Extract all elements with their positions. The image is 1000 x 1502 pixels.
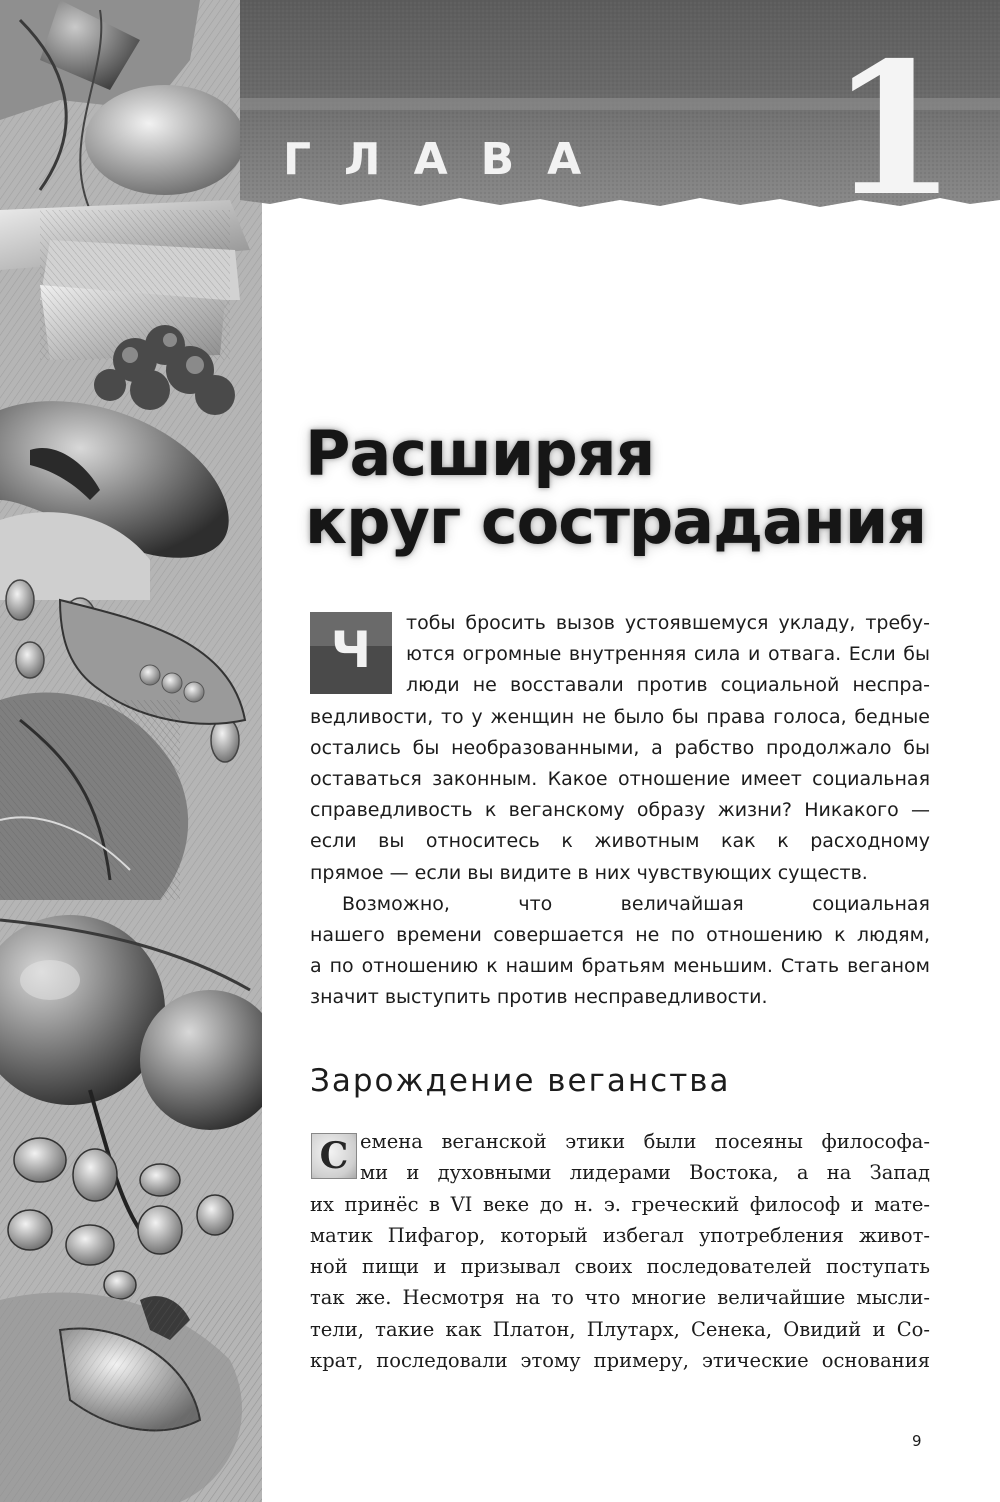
text-line: крат, последовали этому примеру, этические основания bbox=[310, 1349, 930, 1373]
text-line: емена веганской этики были посеяны философа- bbox=[360, 1130, 930, 1153]
chapter-label: ГЛАВА bbox=[283, 134, 615, 185]
text-line: матик Пифагор, который избегал употребления живот- bbox=[310, 1223, 930, 1247]
section-paragraph bbox=[310, 1126, 930, 1376]
vegetable-illustration bbox=[0, 0, 262, 1502]
text-line: справедливость к веганскому образу жизни? Никакого — bbox=[310, 799, 930, 822]
text-line: тобы бросить вызов устоявшемуся укладу, требу- bbox=[406, 612, 930, 634]
intro-paragraphs bbox=[310, 608, 930, 1013]
text-line: ведливости, то у женщин не было бы права голоса, бедные bbox=[310, 705, 930, 728]
text-line: а по отношению к нашим братьям меньшим. Стать веганом bbox=[310, 955, 930, 978]
text-line: значит выступить против несправедливости. bbox=[310, 986, 768, 1009]
intro-drop-cap-letter: Ч bbox=[330, 621, 372, 679]
text-line: ми и духовными лидерами Востока, а на Запад bbox=[360, 1161, 930, 1185]
chapter-number: 1 bbox=[830, 22, 957, 236]
text-line: Возможно, что величайшая социальная bbox=[342, 892, 930, 915]
text-line: тели, такие как Платон, Плутарх, Сенека, Овидий и Со- bbox=[310, 1317, 930, 1341]
chapter-title bbox=[305, 417, 927, 558]
section-drop-cap-letter: С bbox=[319, 1135, 349, 1177]
text-line: люди не восставали против социальной неспра- bbox=[406, 674, 930, 697]
chapter-title-line: круг сострадания bbox=[305, 485, 927, 558]
text-line: оставаться законным. Какое отношение имеет социальная bbox=[310, 767, 930, 790]
text-line: остались бы необразованными, а рабство продолжало бы bbox=[310, 736, 930, 759]
text-line: ной пищи и призывал своих последователей поступать bbox=[310, 1255, 930, 1279]
text-line: нашего времени совершается не по отношению к людям, bbox=[310, 923, 930, 946]
page-number: 9 bbox=[912, 1432, 922, 1450]
text-line: ются огромные внутренняя сила и отвага. Если бы bbox=[406, 643, 930, 666]
text-line: если вы относитесь к животным как к расходному bbox=[310, 830, 930, 853]
section-heading: Зарождение веганства bbox=[310, 1063, 731, 1099]
text-line: их принёс в VI веке до н. э. греческий философ и мате- bbox=[310, 1192, 930, 1216]
chapter-title-line: Расширяя bbox=[305, 417, 655, 490]
text-line: прямое — если вы видите в них чувствующих существ. bbox=[310, 861, 868, 884]
text-line: так же. Несмотря на то что многие величайшие мысли- bbox=[310, 1286, 930, 1310]
